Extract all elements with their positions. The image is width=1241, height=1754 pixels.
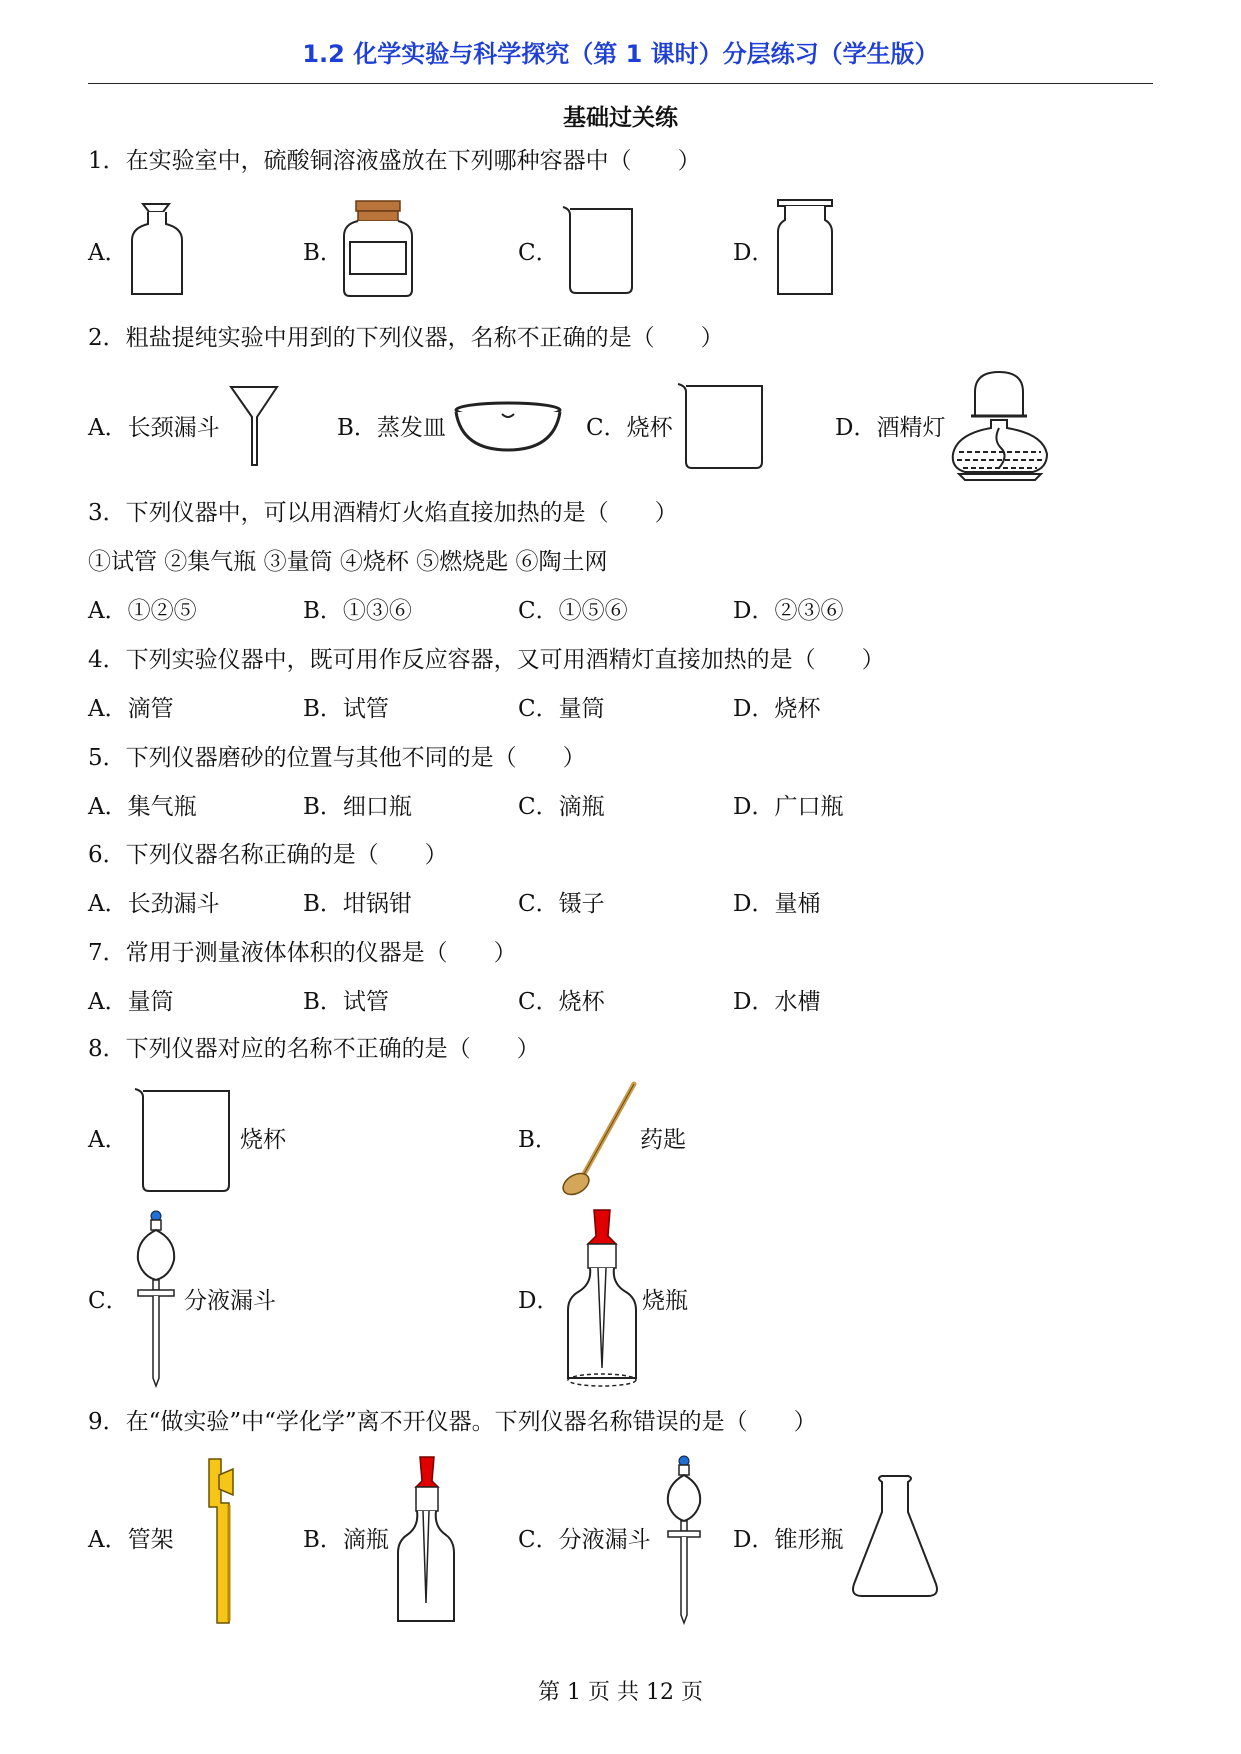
question-4-stem: 4．下列实验仪器中，既可用作反应容器，又可用酒精灯直接加热的是（ ） [88, 647, 885, 673]
q1-option-b[interactable]: B． [303, 240, 343, 266]
q8-option-a[interactable]: A． [88, 1127, 128, 1153]
question-5-stem: 5．下列仪器磨砂的位置与其他不同的是（ ） [88, 745, 586, 771]
q5-option-d[interactable]: D．广口瓶 [733, 794, 844, 820]
q9-option-c[interactable]: C．分液漏斗 [518, 1527, 651, 1553]
q1-option-c[interactable]: C． [518, 240, 559, 266]
q8-label-d: 烧瓶 [642, 1288, 688, 1314]
question-6-stem: 6．下列仪器名称正确的是（ ） [88, 842, 448, 868]
q4-option-a[interactable]: A．滴管 [88, 696, 174, 722]
q9-option-b[interactable]: B．滴瓶 [303, 1527, 389, 1553]
q4-option-b[interactable]: B．试管 [303, 696, 389, 722]
funnel-icon [228, 383, 280, 469]
question-7-stem: 7．常用于测量液体体积的仪器是（ ） [88, 940, 517, 966]
narrow-mouth-bottle-icon [126, 198, 196, 300]
header-rule [88, 83, 1153, 84]
medicine-spoon-icon [560, 1080, 640, 1200]
q2-option-d[interactable]: D．酒精灯 [835, 415, 946, 441]
wide-mouth-bottle-icon [774, 198, 838, 300]
q1-option-d[interactable]: D． [733, 240, 775, 266]
q1-option-a[interactable]: A． [88, 240, 128, 266]
q9-option-a[interactable]: A．管架 [88, 1527, 174, 1553]
q2-option-b[interactable]: B．蒸发皿 [337, 415, 446, 441]
q3-option-c[interactable]: C．①⑤⑥ [518, 598, 628, 624]
q8-option-c[interactable]: C． [88, 1288, 129, 1314]
question-1-stem: 1．在实验室中，硫酸铜溶液盛放在下列哪种容器中（ ） [88, 148, 701, 174]
question-8-stem: 8．下列仪器对应的名称不正确的是（ ） [88, 1036, 540, 1062]
separatory-funnel-icon [134, 1210, 178, 1390]
separatory-funnel-icon [664, 1455, 704, 1627]
q8-label-c: 分液漏斗 [184, 1288, 276, 1314]
q8-option-b[interactable]: B． [518, 1127, 558, 1153]
page-footer: 第 1 页 共 12 页 [538, 1680, 703, 1705]
beaker-icon [560, 203, 640, 297]
q2-option-a[interactable]: A．长颈漏斗 [88, 415, 220, 441]
q7-option-a[interactable]: A．量筒 [88, 989, 174, 1015]
dropping-bottle-icon [564, 1208, 640, 1388]
brown-cork-jar-icon [340, 198, 420, 300]
q2-option-c[interactable]: C．烧杯 [586, 415, 673, 441]
q4-option-d[interactable]: D．烧杯 [733, 696, 821, 722]
q6-option-b[interactable]: B．坩锅钳 [303, 891, 412, 917]
q7-option-d[interactable]: D．水槽 [733, 989, 821, 1015]
q6-option-a[interactable]: A．长劲漏斗 [88, 891, 220, 917]
q3-option-b[interactable]: B．①③⑥ [303, 598, 412, 624]
beaker-icon [133, 1085, 237, 1195]
page-title: 1.2 化学实验与科学探究（第 1 课时）分层练习（学生版） [302, 40, 939, 68]
q5-option-c[interactable]: C．滴瓶 [518, 794, 605, 820]
q9-option-d[interactable]: D．锥形瓶 [733, 1527, 844, 1553]
q5-option-a[interactable]: A．集气瓶 [88, 794, 197, 820]
q8-label-b: 药匙 [640, 1127, 686, 1153]
q4-option-c[interactable]: C．量筒 [518, 696, 605, 722]
q7-option-b[interactable]: B．试管 [303, 989, 389, 1015]
test-tube-holder-icon [205, 1455, 243, 1627]
q8-option-d[interactable]: D． [518, 1288, 560, 1314]
conical-flask-icon [848, 1472, 942, 1602]
q5-option-b[interactable]: B．细口瓶 [303, 794, 412, 820]
section-title: 基础过关练 [563, 105, 678, 131]
q8-label-a: 烧杯 [240, 1127, 286, 1153]
question-3-stem: 3．下列仪器中，可以用酒精灯火焰直接加热的是（ ） [88, 500, 678, 526]
q6-option-d[interactable]: D．量桶 [733, 891, 821, 917]
question-3-items: ①试管 ②集气瓶 ③量筒 ④烧杯 ⑤燃烧匙 ⑥陶土网 [88, 549, 608, 575]
q3-option-d[interactable]: D．②③⑥ [733, 598, 844, 624]
question-2-stem: 2．粗盐提纯实验中用到的下列仪器，名称不正确的是（ ） [88, 325, 724, 351]
evaporating-dish-icon [452, 400, 564, 454]
q6-option-c[interactable]: C．镊子 [518, 891, 605, 917]
q3-option-a[interactable]: A．①②⑤ [88, 598, 197, 624]
dropping-bottle-icon [394, 1455, 458, 1627]
q7-option-c[interactable]: C．烧杯 [518, 989, 605, 1015]
alcohol-lamp-icon [953, 368, 1053, 484]
beaker-icon [676, 380, 770, 472]
question-9-stem: 9．在“做实验”中“学化学”离不开仪器。下列仪器名称错误的是（ ） [88, 1409, 817, 1435]
